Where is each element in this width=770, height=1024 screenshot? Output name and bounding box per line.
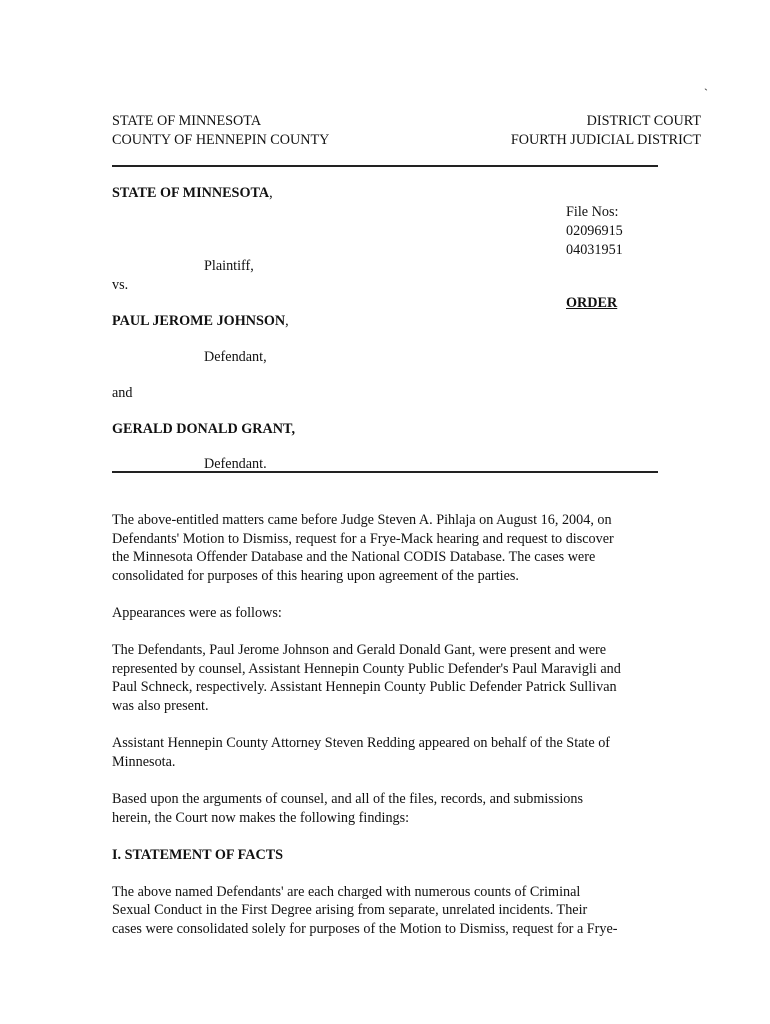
court-header-right <box>511 112 701 150</box>
paragraph-facts: The above named Defendants' are each charged with numerous counts of Criminal Sexual Conduct in the First Degree arising from separate, unrelated incidents. Their cases were consolidated solely for purposes of the Motion to Dismiss, request for a Frye- <box>112 883 618 938</box>
defendant-1-name: PAUL JEROME JOHNSON, <box>112 313 289 329</box>
court-header-left <box>112 112 329 150</box>
document-type-title: ORDER <box>566 295 618 311</box>
paragraph-defendants: The Defendants, Paul Jerome Johnson and Gerald Donald Gant, were present and were represented by counsel, Assistant Hennepin County Public Defender's Paul Maravigli and Paul Schneck, respectively. Assistant Hennepin County Public Defender Patrick Sullivan was also present. <box>112 642 621 714</box>
district-line: FOURTH JUDICIAL DISTRICT <box>510 132 701 148</box>
file-number: 02096915 <box>566 223 623 239</box>
state-line: STATE OF MINNESOTA <box>112 113 262 129</box>
paragraph-attorney: Assistant Hennepin County Attorney Steven Redding appeared on behalf of the State of Minnesota. <box>112 735 611 770</box>
county-line: COUNTY OF HENNEPIN COUNTY <box>112 132 330 148</box>
file-nos-label: File Nos: <box>566 204 619 220</box>
court-line: DISTRICT COURT <box>586 113 701 129</box>
and-label: and <box>112 385 133 401</box>
section-heading: I. STATEMENT OF FACTS <box>112 846 284 863</box>
plaintiff-name: STATE OF MINNESOTA, <box>112 185 273 201</box>
defendant-2-name: GERALD DONALD GRANT, <box>112 421 296 437</box>
plaintiff-label: Plaintiff, <box>204 258 254 274</box>
defendant-2-label: Defendant. <box>204 456 267 472</box>
paragraph-findings: Based upon the arguments of counsel, and all of the files, records, and submissions herein, the Court now makes the following findings: <box>112 790 583 826</box>
versus-label: vs. <box>112 277 129 293</box>
defendant-1-label: Defendant, <box>204 349 267 365</box>
paragraph-intro: The above-entitled matters came before Judge Steven A. Pihlaja on August 16, 2004, on Defendants' Motion to Dismiss, request for a Frye-Mack hearing and request to discover the Minnesota Offender Database and the National CODIS Database. The cases were consolidated for purposes of this hearing upon agreement of the parties. <box>112 512 614 584</box>
paragraph-appearances: Appearances were as follows: <box>112 604 282 621</box>
caption-top-rule <box>112 165 658 167</box>
order-body <box>112 511 672 957</box>
corner-mark: ` <box>704 86 708 100</box>
file-number: 04031951 <box>566 242 623 258</box>
caption-bottom-rule <box>112 471 658 473</box>
file-numbers <box>566 203 623 260</box>
